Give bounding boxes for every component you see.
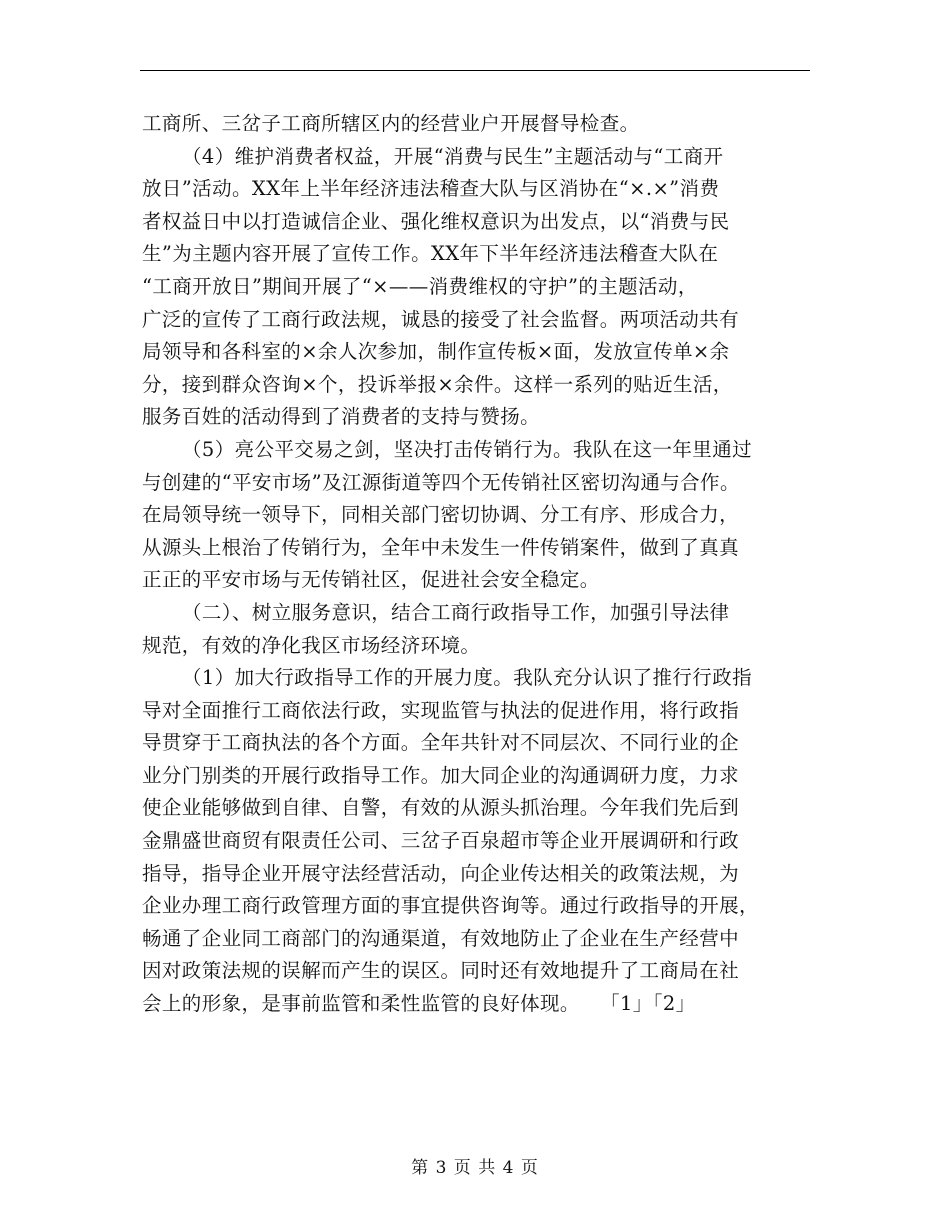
page-footer: 第 3 页 共 4 页 xyxy=(411,1158,539,1178)
text-line: 者权益日中以打造诚信企业、强化维权意识为出发点，以“消费与民 xyxy=(142,209,730,233)
text-line: 放日”活动。XX年上半年经济违法稽查大队与区消协在“×.×”消费 xyxy=(142,177,720,201)
text-line: 与创建的“平安市场”及江源街道等四个无传销社区密切沟通与合作。 xyxy=(142,470,740,494)
text-line: （二）、树立服务意识，结合工商行政指导工作，加强引导法律 xyxy=(182,600,730,624)
text-line: 正正的平安市场与无传销社区，促进社会安全稳定。 xyxy=(142,568,600,592)
text-line: 规范，有效的净化我区市场经济环境。 xyxy=(142,633,481,657)
text-line: 服务百姓的活动得到了消费者的支持与赞扬。 xyxy=(142,405,541,429)
text-line: “工商开放日”期间开展了“×——消费维权的守护”的主题活动， xyxy=(142,274,698,298)
text-line: 因对政策法规的误解而产生的误区。同时还有效地提升了工商局在社 xyxy=(142,959,740,983)
text-line: （4）维护消费者权益，开展“消费与民生”主题活动与“工商开 xyxy=(182,144,724,168)
text-line: 使企业能够做到自律、自警，有效的从源头抓治理。今年我们先后到 xyxy=(142,796,740,820)
text-line: 指导，指导企业开展守法经营活动，向企业传达相关的政策法规，为 xyxy=(142,861,740,885)
text-line: 畅通了企业同工商部门的沟通渠道，有效地防止了企业在生产经营中 xyxy=(142,926,740,950)
text-line: 导贯穿于工商执法的各个方面。全年共针对不同层次、不同行业的企 xyxy=(142,731,740,755)
text-line: 分，接到群众咨询×个，投诉举报×余件。这样一系列的贴近生活， xyxy=(142,372,733,396)
text-line: 在局领导统一领导下，同相关部门密切协调、分工有序、形成合力， xyxy=(142,503,740,527)
text-line: 业分门别类的开展行政指导工作。加大同企业的沟通调研力度，力求 xyxy=(142,763,740,787)
body-text xyxy=(142,108,814,1021)
text-line: 广泛的宣传了工商行政法规，诚恳的接受了社会监督。两项活动共有 xyxy=(142,307,740,331)
text-line: 工商所、三岔子工商所辖区内的经营业户开展督导检查。 xyxy=(142,112,640,135)
text-line: （5）亮公平交易之剑，坚决打击传销行为。我队在这一年里通过 xyxy=(182,437,753,461)
text-line: 生”为主题内容开展了宣传工作。XX年下半年经济违法稽查大队在 xyxy=(142,242,719,266)
text-line: （1）加大行政指导工作的开展力度。我队充分认识了推行行政指 xyxy=(182,666,753,690)
header-rule xyxy=(140,70,810,71)
text-line: 从源头上根治了传销行为，全年中未发生一件传销案件，做到了真真 xyxy=(142,535,740,559)
text-line: 会上的形象，是事前监管和柔性监管的良好体现。 「1」「2」 xyxy=(142,992,696,1016)
text-line: 企业办理工商行政管理方面的事宜提供咨询等。通过行政指导的开展， xyxy=(142,894,759,918)
text-line: 局领导和各科室的×余人次参加，制作宣传板×面，发放宣传单×余 xyxy=(142,340,730,364)
text-line: 导对全面推行工商依法行政，实现监管与执法的促进作用，将行政指 xyxy=(142,698,740,722)
text-line: 金鼎盛世商贸有限责任公司、三岔子百泉超市等企业开展调研和行政 xyxy=(142,829,740,853)
